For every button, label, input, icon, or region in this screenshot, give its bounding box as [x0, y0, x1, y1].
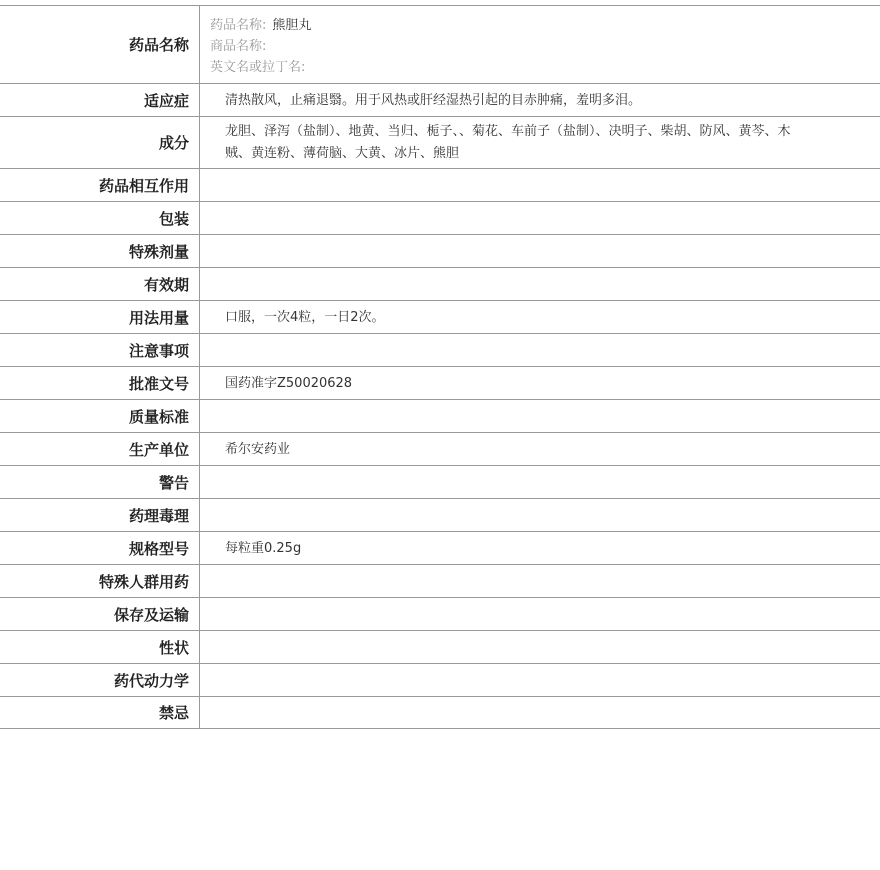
row-label: 有效期 [0, 268, 200, 300]
row-precautions [0, 333, 880, 366]
row-value [200, 268, 880, 300]
row-indications [0, 83, 880, 116]
row-value: 国药准字Z50020628 [225, 375, 353, 391]
row-value: 口服，一次4粒，一日2次。 [225, 309, 385, 325]
drug-names-cell [200, 6, 880, 83]
row-value: 每粒重0.25g [225, 540, 302, 556]
row-value [200, 664, 880, 696]
row-specification [0, 531, 880, 564]
row-appearance [0, 630, 880, 663]
row-manufacturer [0, 432, 880, 465]
latin-name-key: 英文名或拉丁名: [210, 60, 306, 75]
row-value: 龙胆、泽泻（盐制）、地黄、当归、栀子、、菊花、车前子（盐制）、决明子、柴胡、防风、黄芩、木贼、黄连粉、薄荷脑、大黄、冰片、熊胆 [225, 124, 791, 161]
row-label: 包装 [0, 202, 200, 234]
drug-name-line [210, 15, 880, 36]
latin-name-line [210, 57, 880, 78]
row-value: 清热散风，止痛退翳。用于风热或肝经湿热引起的目赤肿痛，羞明多泪。 [225, 92, 642, 108]
row-value [200, 235, 880, 267]
row-shelf-life [0, 267, 880, 300]
row-label: 药代动力学 [0, 664, 200, 696]
row-usage-dosage [0, 300, 880, 333]
row-quality-standard [0, 399, 880, 432]
row-value [200, 466, 880, 498]
row-value [200, 400, 880, 432]
row-storage-transport [0, 597, 880, 630]
row-value [200, 169, 880, 201]
row-label: 成分 [0, 117, 200, 168]
row-special-populations [0, 564, 880, 597]
trade-name-line [210, 36, 880, 57]
row-label: 特殊剂量 [0, 235, 200, 267]
row-value [200, 499, 880, 531]
row-label: 药品相互作用 [0, 169, 200, 201]
row-value [200, 334, 880, 366]
row-label: 警告 [0, 466, 200, 498]
row-value [200, 697, 880, 728]
row-value [200, 598, 880, 630]
drug-info-table [0, 5, 880, 729]
row-pharmacokinetics [0, 663, 880, 696]
row-label: 适应症 [0, 84, 200, 116]
row-approval-number [0, 366, 880, 399]
row-label: 药理毒理 [0, 499, 200, 531]
row-label: 保存及运输 [0, 598, 200, 630]
row-label: 规格型号 [0, 532, 200, 564]
row-value: 希尔安药业 [225, 441, 291, 457]
row-value [200, 202, 880, 234]
row-label: 药品名称 [0, 6, 200, 83]
row-interactions [0, 168, 880, 201]
row-drug-name [0, 5, 880, 83]
row-label: 质量标准 [0, 400, 200, 432]
row-value [200, 631, 880, 663]
drug-name-value: 熊胆丸 [272, 18, 312, 33]
row-label: 特殊人群用药 [0, 565, 200, 597]
row-packaging [0, 201, 880, 234]
row-label: 用法用量 [0, 301, 200, 333]
row-contraindications [0, 696, 880, 729]
row-label: 禁忌 [0, 697, 200, 728]
row-label: 注意事项 [0, 334, 200, 366]
row-label: 性状 [0, 631, 200, 663]
row-pharmacology-toxicology [0, 498, 880, 531]
row-warning [0, 465, 880, 498]
row-label: 批准文号 [0, 367, 200, 399]
row-value [200, 565, 880, 597]
drug-name-key: 药品名称: [210, 18, 267, 33]
row-ingredients [0, 116, 880, 168]
row-label: 生产单位 [0, 433, 200, 465]
row-special-dosage [0, 234, 880, 267]
trade-name-key: 商品名称: [210, 39, 267, 54]
